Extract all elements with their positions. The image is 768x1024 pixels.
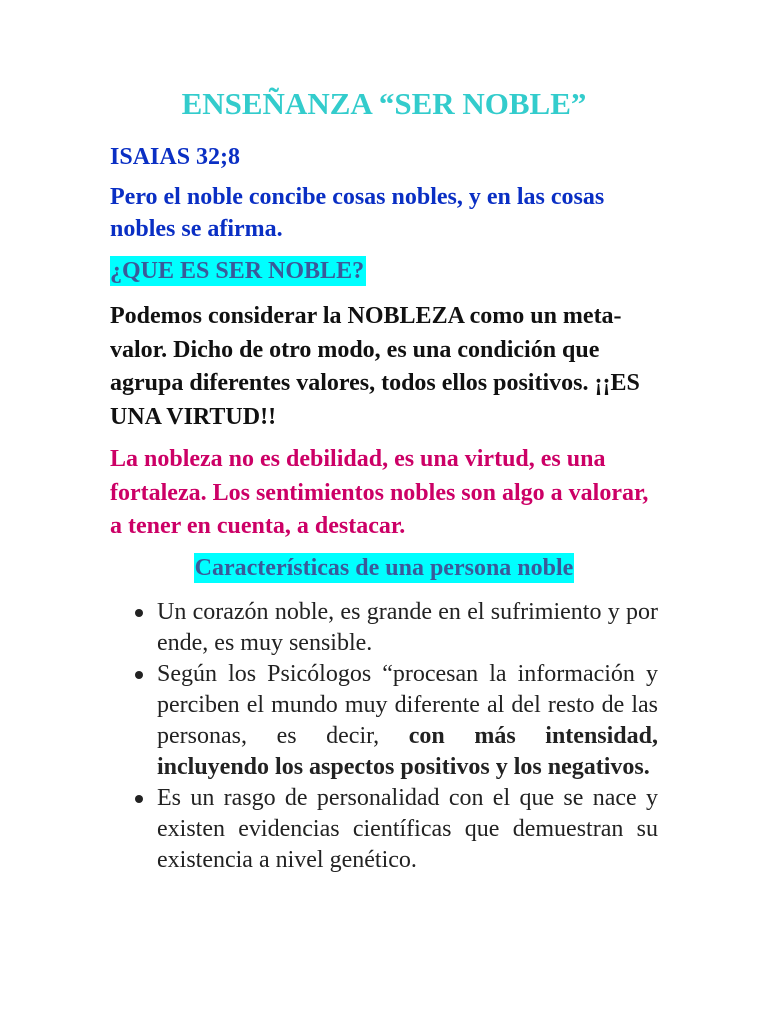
bullet-icon bbox=[135, 609, 143, 617]
list-item-text: Es un rasgo de personalidad con el que se nace y existen evidencias científicas que demuestran su existencia a nivel genético. bbox=[157, 785, 658, 873]
characteristics-list bbox=[132, 597, 658, 876]
list-item bbox=[132, 597, 658, 659]
section-heading-what-is-noble: ¿QUE ES SER NOBLE? bbox=[110, 258, 365, 284]
bible-verse: Pero el noble concibe cosas nobles, y en las cosas nobles se afirma. bbox=[110, 184, 605, 242]
paragraph-definition: Podemos considerar la NOBLEZA como un meta-valor. Dicho de otro modo, es una condición que agrupa diferentes valores, todos ellos positivos. ¡¡ES UNA VIRTUD!! bbox=[110, 303, 640, 430]
list-item bbox=[132, 783, 658, 876]
bible-reference: ISAIAS 32;8 bbox=[110, 144, 241, 170]
paragraph-virtue: La nobleza no es debilidad, es una virtud, es una fortaleza. Los sentimientos nobles son algo a valorar, a tener en cuenta, a destacar. bbox=[110, 446, 649, 539]
bullet-icon bbox=[135, 671, 143, 679]
bullet-icon bbox=[135, 795, 143, 803]
list-item-text: Según los Psicólogos “procesan la información y perciben el mundo muy diferente al del resto de las personas, es decir, bbox=[157, 661, 658, 749]
list-item bbox=[132, 659, 658, 783]
section-heading-characteristics: Características de una persona noble bbox=[194, 555, 574, 581]
section-heading-wrapper bbox=[110, 553, 658, 583]
document-title: ENSEÑANZA “SER NOBLE” bbox=[181, 86, 587, 121]
list-item-bold-text: con más intensidad, incluyendo los aspectos positivos y los negativos. bbox=[157, 723, 658, 780]
list-item-text: Un corazón noble, es grande en el sufrimiento y por ende, es muy sensible. bbox=[157, 599, 658, 656]
